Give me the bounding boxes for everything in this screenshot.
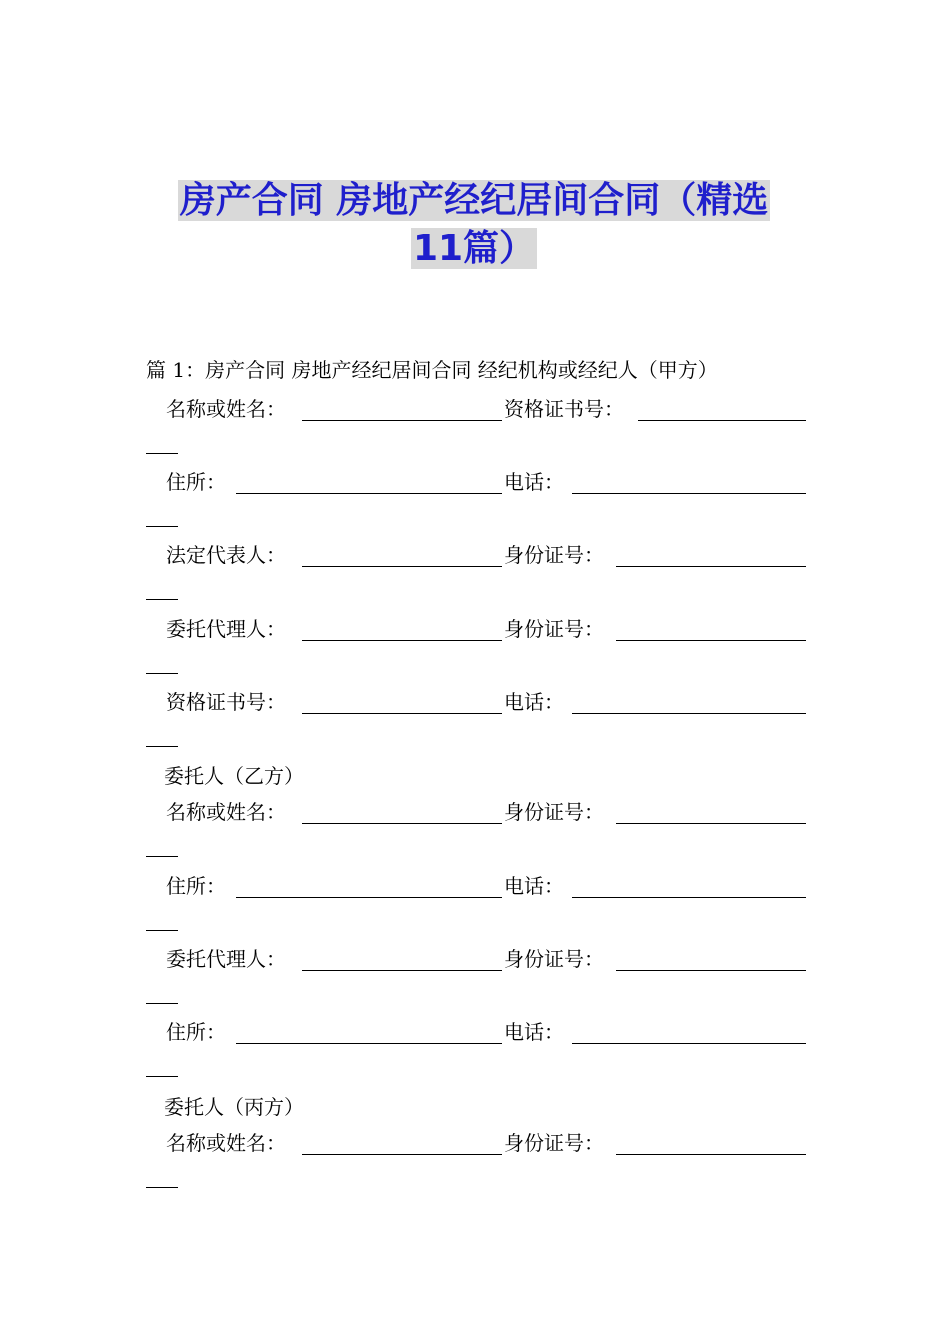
field-label: 名称或姓名： [166,397,286,421]
blank-field[interactable] [616,640,806,641]
field-label: 住所： [166,1020,226,1044]
blank-field[interactable] [616,970,806,971]
field-label: 身份证号： [504,800,604,824]
blank-field-continued[interactable] [146,1003,178,1004]
field-label: 电话： [504,690,564,714]
blank-field[interactable] [236,493,502,494]
blank-field-continued[interactable] [146,526,178,527]
blank-field-continued[interactable] [146,746,178,747]
blank-field[interactable] [572,897,806,898]
blank-field[interactable] [302,640,502,641]
blank-field[interactable] [302,713,502,714]
blank-field[interactable] [638,420,806,421]
field-label: 住所： [166,874,226,898]
blank-field[interactable] [616,1154,806,1155]
field-label: 资格证书号： [166,690,286,714]
blank-field-continued[interactable] [146,856,178,857]
field-label: 资格证书号： [504,397,624,421]
blank-field[interactable] [236,897,502,898]
blank-field[interactable] [302,1154,502,1155]
blank-field-continued[interactable] [146,1187,178,1188]
blank-field-continued[interactable] [146,930,178,931]
blank-field[interactable] [572,493,806,494]
field-label: 电话： [504,874,564,898]
title-text: 房产合同 房地产经纪居间合同（精选 [179,180,769,221]
field-label: 电话： [504,1020,564,1044]
field-label: 名称或姓名： [166,800,286,824]
blank-field[interactable] [302,823,502,824]
blank-field[interactable] [616,823,806,824]
field-label: 委托代理人： [166,947,286,971]
blank-field[interactable] [616,566,806,567]
blank-field[interactable] [302,420,502,421]
blank-field-continued[interactable] [146,453,178,454]
blank-field[interactable] [302,566,502,567]
blank-field[interactable] [572,1043,806,1044]
blank-field[interactable] [302,970,502,971]
field-label: 委托代理人： [166,617,286,641]
document-title-line-1 [158,176,790,226]
document-title-line-2 [158,224,790,274]
field-label: 身份证号： [504,947,604,971]
field-label: 电话： [504,470,564,494]
blank-field[interactable] [236,1043,502,1044]
blank-field[interactable] [572,713,806,714]
party-b-heading: 委托人（乙方） [164,764,304,788]
intro-line: 篇 1：房产合同 房地产经纪居间合同 经纪机构或经纪人（甲方） [146,358,718,382]
field-label: 住所： [166,470,226,494]
field-label: 身份证号： [504,543,604,567]
blank-field-continued[interactable] [146,599,178,600]
field-label: 名称或姓名： [166,1131,286,1155]
blank-field-continued[interactable] [146,673,178,674]
field-label: 法定代表人： [166,543,286,567]
title-text: 11篇） [412,228,536,269]
blank-field-continued[interactable] [146,1076,178,1077]
field-label: 身份证号： [504,617,604,641]
field-label: 身份证号： [504,1131,604,1155]
party-c-heading: 委托人（丙方） [164,1095,304,1119]
